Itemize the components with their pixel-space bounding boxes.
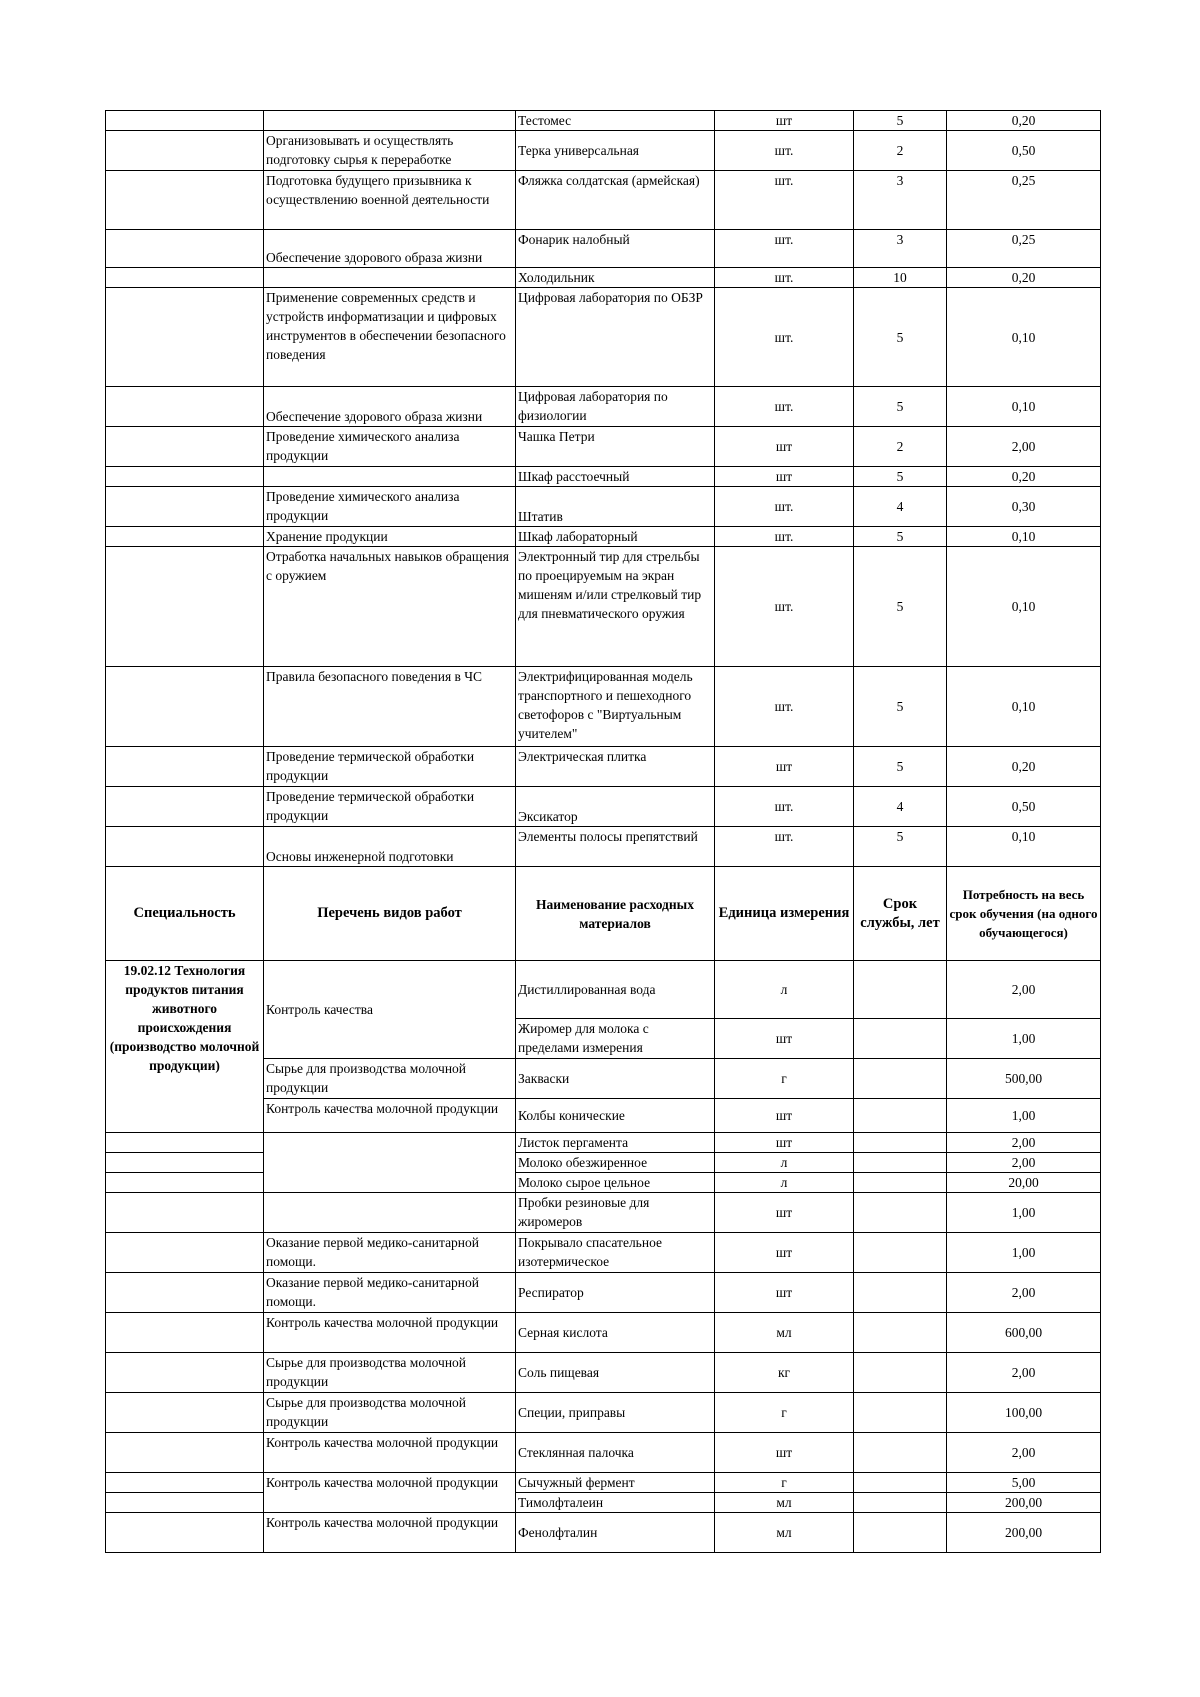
table-row bbox=[106, 1493, 1101, 1513]
life-cell: 4 bbox=[854, 787, 947, 827]
table-row bbox=[106, 1273, 1101, 1313]
table-row bbox=[106, 387, 1101, 427]
need-cell: 2,00 bbox=[947, 1273, 1101, 1313]
work-cell: Сырье для производства молочной продукции bbox=[264, 1353, 516, 1393]
table-row bbox=[106, 131, 1101, 171]
specialty-cell bbox=[106, 487, 264, 527]
need-cell: 2,00 bbox=[947, 961, 1101, 1019]
life-cell bbox=[854, 1133, 947, 1153]
work-cell: Оказание первой медико-санитарной помощи. bbox=[264, 1273, 516, 1313]
specialty-cell bbox=[106, 527, 264, 547]
table-row bbox=[106, 1133, 1101, 1153]
work-cell: Сырье для производства молочной продукции bbox=[264, 1059, 516, 1099]
specialty-cell bbox=[106, 667, 264, 747]
unit-cell: шт bbox=[715, 1273, 854, 1313]
need-cell: 0,30 bbox=[947, 487, 1101, 527]
life-cell: 3 bbox=[854, 171, 947, 230]
life-cell: 5 bbox=[854, 827, 947, 867]
header-material: Наименование расходных материалов bbox=[516, 867, 715, 961]
material-cell: Молоко обезжиренное bbox=[516, 1153, 715, 1173]
unit-cell: шт bbox=[715, 1099, 854, 1133]
life-cell bbox=[854, 1233, 947, 1273]
need-cell: 1,00 bbox=[947, 1233, 1101, 1273]
specialty-cell bbox=[106, 787, 264, 827]
table-row bbox=[106, 1433, 1101, 1473]
specialty-cell bbox=[106, 1473, 264, 1493]
table-row bbox=[106, 1153, 1101, 1173]
header-work: Перечень видов работ bbox=[264, 867, 516, 961]
specialty-cell bbox=[106, 547, 264, 667]
need-cell: 0,20 bbox=[947, 467, 1101, 487]
need-cell: 2,00 bbox=[947, 1133, 1101, 1153]
unit-cell: шт bbox=[715, 467, 854, 487]
material-cell: Тимолфталеин bbox=[516, 1493, 715, 1513]
specialty-cell bbox=[106, 427, 264, 467]
unit-cell: шт. bbox=[715, 171, 854, 230]
unit-cell: мл bbox=[715, 1513, 854, 1553]
work-cell: Правила безопасного поведения в ЧС bbox=[264, 667, 516, 747]
specialty-cell bbox=[106, 230, 264, 268]
need-cell: 1,00 bbox=[947, 1099, 1101, 1133]
need-cell: 200,00 bbox=[947, 1513, 1101, 1553]
specialty-cell bbox=[106, 387, 264, 427]
work-cell: Контроль качества молочной продукции bbox=[264, 1313, 516, 1353]
need-cell: 200,00 bbox=[947, 1493, 1101, 1513]
life-cell bbox=[854, 1173, 947, 1193]
work-cell: Обеспечение здорового образа жизни bbox=[264, 387, 516, 427]
unit-cell: шт bbox=[715, 1433, 854, 1473]
specialty-cell bbox=[106, 1173, 264, 1193]
need-cell: 0,20 bbox=[947, 111, 1101, 131]
table-row bbox=[106, 230, 1101, 268]
unit-cell: шт. bbox=[715, 268, 854, 288]
specialty-cell bbox=[106, 288, 264, 387]
unit-cell: шт bbox=[715, 1233, 854, 1273]
material-cell: Фенолфталин bbox=[516, 1513, 715, 1553]
unit-cell: г bbox=[715, 1473, 854, 1493]
need-cell: 1,00 bbox=[947, 1019, 1101, 1059]
table-row bbox=[106, 111, 1101, 131]
material-cell: Тестомес bbox=[516, 111, 715, 131]
need-cell: 2,00 bbox=[947, 1433, 1101, 1473]
material-cell: Молоко сырое цельное bbox=[516, 1173, 715, 1193]
life-cell: 4 bbox=[854, 487, 947, 527]
specialty-cell bbox=[106, 1493, 264, 1513]
need-cell: 0,20 bbox=[947, 268, 1101, 288]
need-cell: 0,10 bbox=[947, 827, 1101, 867]
work-cell: Оказание первой медико-санитарной помощи. bbox=[264, 1233, 516, 1273]
unit-cell: шт. bbox=[715, 288, 854, 387]
life-cell bbox=[854, 1313, 947, 1353]
unit-cell: шт. bbox=[715, 547, 854, 667]
unit-cell: шт bbox=[715, 1133, 854, 1153]
need-cell: 1,00 bbox=[947, 1193, 1101, 1233]
need-cell: 0,25 bbox=[947, 171, 1101, 230]
life-cell bbox=[854, 1193, 947, 1233]
need-cell: 2,00 bbox=[947, 1353, 1101, 1393]
unit-cell: шт bbox=[715, 1193, 854, 1233]
work-cell bbox=[264, 268, 516, 288]
unit-cell: шт bbox=[715, 111, 854, 131]
unit-cell: кг bbox=[715, 1353, 854, 1393]
work-cell: Контроль качества молочной продукции bbox=[264, 1513, 516, 1553]
specialty-cell bbox=[106, 1273, 264, 1313]
work-cell: Сырье для производства молочной продукции bbox=[264, 1393, 516, 1433]
material-cell: Сычужный фермент bbox=[516, 1473, 715, 1493]
table-row bbox=[106, 1513, 1101, 1553]
table-row bbox=[106, 1313, 1101, 1353]
specialty-cell bbox=[106, 747, 264, 787]
table-row bbox=[106, 1233, 1101, 1273]
unit-cell: л bbox=[715, 1173, 854, 1193]
specialty-cell bbox=[106, 1353, 264, 1393]
specialty-cell bbox=[106, 131, 264, 171]
specialty-cell bbox=[106, 1133, 264, 1153]
work-cell: Проведение химического анализа продукции bbox=[264, 427, 516, 467]
work-cell bbox=[264, 1133, 516, 1193]
material-cell: Респиратор bbox=[516, 1273, 715, 1313]
work-cell: Контроль качества молочной продукции bbox=[264, 1473, 516, 1513]
unit-cell: шт bbox=[715, 747, 854, 787]
life-cell bbox=[854, 1273, 947, 1313]
life-cell bbox=[854, 1493, 947, 1513]
material-cell: Фонарик налобный bbox=[516, 230, 715, 268]
work-cell: Обеспечение здорового образа жизни bbox=[264, 230, 516, 268]
material-cell: Шкаф лабораторный bbox=[516, 527, 715, 547]
table-row bbox=[106, 827, 1101, 867]
life-cell: 10 bbox=[854, 268, 947, 288]
specialty-cell bbox=[106, 827, 264, 867]
table-row bbox=[106, 268, 1101, 288]
work-cell: Контроль качества молочной продукции bbox=[264, 1099, 516, 1133]
life-cell bbox=[854, 961, 947, 1019]
material-cell: Фляжка солдатская (армейская) bbox=[516, 171, 715, 230]
life-cell: 2 bbox=[854, 131, 947, 171]
table-row bbox=[106, 1173, 1101, 1193]
material-cell: Специи, приправы bbox=[516, 1393, 715, 1433]
need-cell: 0,10 bbox=[947, 547, 1101, 667]
need-cell: 0,10 bbox=[947, 527, 1101, 547]
unit-cell: шт. bbox=[715, 527, 854, 547]
table-row bbox=[106, 961, 1101, 1019]
unit-cell: шт. bbox=[715, 230, 854, 268]
table-row bbox=[106, 467, 1101, 487]
need-cell: 0,20 bbox=[947, 747, 1101, 787]
table-row bbox=[106, 1353, 1101, 1393]
work-cell bbox=[264, 111, 516, 131]
work-cell: Проведение термической обработки продукции bbox=[264, 747, 516, 787]
specialty-cell bbox=[106, 1393, 264, 1433]
specialty-cell bbox=[106, 1513, 264, 1553]
need-cell: 5,00 bbox=[947, 1473, 1101, 1493]
material-cell: Колбы конические bbox=[516, 1099, 715, 1133]
unit-cell: шт. bbox=[715, 487, 854, 527]
table-row bbox=[106, 487, 1101, 527]
specialty-cell bbox=[106, 467, 264, 487]
life-cell bbox=[854, 1433, 947, 1473]
unit-cell: шт. bbox=[715, 827, 854, 867]
table-row bbox=[106, 1393, 1101, 1433]
work-cell: Проведение химического анализа продукции bbox=[264, 487, 516, 527]
life-cell: 5 bbox=[854, 747, 947, 787]
header-row bbox=[106, 867, 1101, 961]
specialty-cell bbox=[106, 1313, 264, 1353]
table-row bbox=[106, 288, 1101, 387]
material-cell: Покрывало спасательное изотермическое bbox=[516, 1233, 715, 1273]
life-cell: 5 bbox=[854, 288, 947, 387]
unit-cell: шт. bbox=[715, 131, 854, 171]
material-cell: Закваски bbox=[516, 1059, 715, 1099]
work-cell: Основы инженерной подготовки bbox=[264, 827, 516, 867]
unit-cell: шт. bbox=[715, 787, 854, 827]
need-cell: 500,00 bbox=[947, 1059, 1101, 1099]
work-cell bbox=[264, 1193, 516, 1233]
need-cell: 2,00 bbox=[947, 427, 1101, 467]
header-life: Срок службы, лет bbox=[854, 867, 947, 961]
work-cell: Контроль качества bbox=[264, 961, 516, 1059]
unit-cell: шт bbox=[715, 427, 854, 467]
header-specialty: Специальность bbox=[106, 867, 264, 961]
material-cell: Терка универсальная bbox=[516, 131, 715, 171]
material-cell: Цифровая лаборатория по ОБЗР bbox=[516, 288, 715, 387]
life-cell: 3 bbox=[854, 230, 947, 268]
life-cell bbox=[854, 1153, 947, 1173]
life-cell bbox=[854, 1353, 947, 1393]
table-row bbox=[106, 171, 1101, 230]
table-row bbox=[106, 1473, 1101, 1493]
material-cell: Дистиллированная вода bbox=[516, 961, 715, 1019]
life-cell: 5 bbox=[854, 527, 947, 547]
table-row bbox=[106, 527, 1101, 547]
material-cell: Электрическая плитка bbox=[516, 747, 715, 787]
material-cell: Цифровая лаборатория по физиологии bbox=[516, 387, 715, 427]
table-row bbox=[106, 787, 1101, 827]
material-cell: Жиромер для молока с пределами измерения bbox=[516, 1019, 715, 1059]
need-cell: 0,50 bbox=[947, 787, 1101, 827]
material-cell: Листок пергамента bbox=[516, 1133, 715, 1153]
materials-table bbox=[105, 110, 1101, 1553]
material-cell: Эксикатор bbox=[516, 787, 715, 827]
table-row bbox=[106, 1193, 1101, 1233]
table-row bbox=[106, 747, 1101, 787]
life-cell: 5 bbox=[854, 467, 947, 487]
material-cell: Стеклянная палочка bbox=[516, 1433, 715, 1473]
material-cell: Серная кислота bbox=[516, 1313, 715, 1353]
unit-cell: г bbox=[715, 1393, 854, 1433]
work-cell: Организовывать и осуществлять подготовку сырья к переработке bbox=[264, 131, 516, 171]
work-cell: Проведение термической обработки продукции bbox=[264, 787, 516, 827]
specialty-cell bbox=[106, 1433, 264, 1473]
unit-cell: мл bbox=[715, 1313, 854, 1353]
work-cell: Хранение продукции bbox=[264, 527, 516, 547]
life-cell bbox=[854, 1473, 947, 1493]
material-cell: Элементы полосы препятствий bbox=[516, 827, 715, 867]
work-cell bbox=[264, 467, 516, 487]
specialty-cell bbox=[106, 1233, 264, 1273]
specialty-cell: 19.02.12 Технология продуктов питания животного происхождения (производство молочной продукции) bbox=[106, 961, 264, 1133]
life-cell: 5 bbox=[854, 111, 947, 131]
specialty-cell bbox=[106, 268, 264, 288]
specialty-cell bbox=[106, 171, 264, 230]
material-cell: Штатив bbox=[516, 487, 715, 527]
life-cell: 2 bbox=[854, 427, 947, 467]
need-cell: 0,25 bbox=[947, 230, 1101, 268]
work-cell: Подготовка будущего призывника к осуществлению военной деятельности bbox=[264, 171, 516, 230]
unit-cell: шт. bbox=[715, 387, 854, 427]
unit-cell: л bbox=[715, 961, 854, 1019]
material-cell: Электронный тир для стрельбы по проецируемым на экран мишеням и/или стрелковый тир для пневматического оружия bbox=[516, 547, 715, 667]
material-cell: Электрифицированная модель транспортного и пешеходного светофоров с "Виртуальным учителем" bbox=[516, 667, 715, 747]
life-cell: 5 bbox=[854, 387, 947, 427]
work-cell: Применение современных средств и устройств информатизации и цифровых инструментов в обеспечении безопасного поведения bbox=[264, 288, 516, 387]
material-cell: Пробки резиновые для жиромеров bbox=[516, 1193, 715, 1233]
material-cell: Холодильник bbox=[516, 268, 715, 288]
work-cell: Отработка начальных навыков обращения с оружием bbox=[264, 547, 516, 667]
need-cell: 0,10 bbox=[947, 387, 1101, 427]
need-cell: 0,10 bbox=[947, 288, 1101, 387]
need-cell: 0,50 bbox=[947, 131, 1101, 171]
table-row bbox=[106, 427, 1101, 467]
table-row bbox=[106, 547, 1101, 667]
need-cell: 0,10 bbox=[947, 667, 1101, 747]
specialty-cell bbox=[106, 1193, 264, 1233]
life-cell bbox=[854, 1019, 947, 1059]
work-cell: Контроль качества молочной продукции bbox=[264, 1433, 516, 1473]
material-cell: Чашка Петри bbox=[516, 427, 715, 467]
life-cell bbox=[854, 1513, 947, 1553]
need-cell: 600,00 bbox=[947, 1313, 1101, 1353]
life-cell bbox=[854, 1059, 947, 1099]
specialty-cell bbox=[106, 1153, 264, 1173]
need-cell: 100,00 bbox=[947, 1393, 1101, 1433]
life-cell: 5 bbox=[854, 547, 947, 667]
unit-cell: шт. bbox=[715, 667, 854, 747]
unit-cell: шт bbox=[715, 1019, 854, 1059]
life-cell bbox=[854, 1099, 947, 1133]
unit-cell: г bbox=[715, 1059, 854, 1099]
material-cell: Соль пищевая bbox=[516, 1353, 715, 1393]
need-cell: 2,00 bbox=[947, 1153, 1101, 1173]
table-row bbox=[106, 667, 1101, 747]
material-cell: Шкаф расстоечный bbox=[516, 467, 715, 487]
life-cell: 5 bbox=[854, 667, 947, 747]
unit-cell: л bbox=[715, 1153, 854, 1173]
unit-cell: мл bbox=[715, 1493, 854, 1513]
specialty-cell bbox=[106, 111, 264, 131]
header-unit: Единица измерения bbox=[715, 867, 854, 961]
header-need: Потребность на весь срок обучения (на одного обучающегося) bbox=[947, 867, 1101, 961]
need-cell: 20,00 bbox=[947, 1173, 1101, 1193]
life-cell bbox=[854, 1393, 947, 1433]
